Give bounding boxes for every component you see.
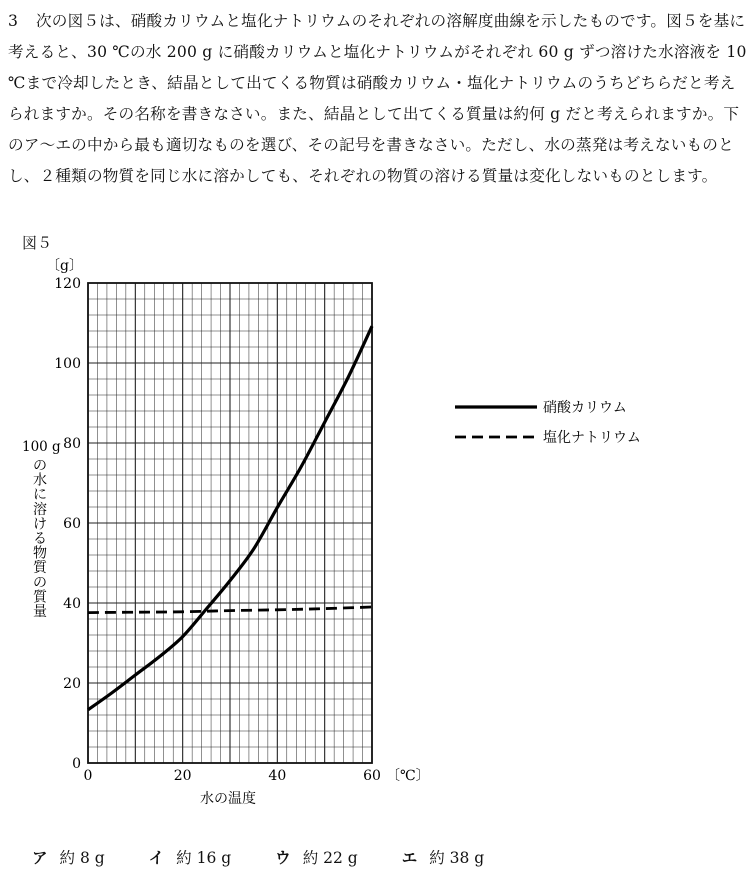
- chart-legend: [455, 399, 641, 446]
- choice-text: 約 38 g: [429, 849, 485, 867]
- x-tick-label: 0: [83, 768, 93, 784]
- choice-letter: ア: [32, 849, 48, 867]
- choice-letter: イ: [148, 849, 165, 867]
- legend-label-sodium-chloride: 塩化ナトリウム: [543, 430, 641, 446]
- x-tick-label: 20: [173, 768, 192, 784]
- question-body: 次の図５は、硝酸カリウムと塩化ナトリウムのそれぞれの溶解度曲線を示したものです。図５を基に考えると、30 ℃の水 200 g に硝酸カリウムと塩化ナトリウムがそれぞれ 60 g ずつ溶けた水溶液を 10 ℃まで冷却したとき、結晶として出てくる物質は硝酸カリウム・塩化ナトリウムのうちどちらだと考えられますか。その名称を書きなさい。また、結晶として出てくる質量は約何 g だと考えられますか。下のア〜エの中から最も適切なものを選び、その記号を書きなさい。ただし、水の蒸発は考えないものとし、２種類の物質を同じ水に溶かしても、それぞれの物質の溶ける質量は変化しないものとします。: [8, 12, 747, 185]
- y-tick-label: 0: [72, 756, 81, 772]
- legend-label-potassium-nitrate: 硝酸カリウム: [543, 400, 627, 416]
- figure-label: 図５: [22, 234, 53, 252]
- choice-a: [32, 846, 105, 868]
- choice-letter: エ: [401, 849, 418, 867]
- y-tick-label: 60: [63, 516, 81, 532]
- y-tick-label: 20: [63, 676, 81, 692]
- chart-grid: [88, 283, 372, 763]
- y-tick-label: 120: [54, 276, 81, 292]
- x-axis-label: 水の温度: [200, 791, 256, 807]
- choice-c: [275, 846, 358, 868]
- x-tick-label: 60: [363, 768, 381, 784]
- y-tick-label: 40: [63, 596, 81, 612]
- choice-letter: ウ: [275, 849, 291, 867]
- x-tick-label: 40: [268, 768, 287, 784]
- y-axis-label: の水に溶ける物質の質量: [33, 458, 47, 620]
- choice-text: 約 8 g: [59, 849, 105, 867]
- y-axis-unit: 〔g〕: [46, 258, 83, 274]
- choice-text: 約 22 g: [302, 849, 358, 867]
- y-axis-label-top: 100 g: [22, 439, 61, 455]
- y-tick-label: 80: [63, 436, 81, 452]
- chart-labels: [22, 258, 430, 807]
- choice-d: [402, 846, 485, 868]
- question-number: 3: [8, 12, 19, 30]
- choice-b: [149, 846, 232, 868]
- x-axis-unit: 〔℃〕: [386, 768, 430, 784]
- choice-text: 約 16 g: [176, 849, 232, 867]
- answer-choices: [32, 846, 528, 868]
- chart-ticks: [54, 276, 381, 784]
- y-tick-label: 100: [54, 356, 81, 372]
